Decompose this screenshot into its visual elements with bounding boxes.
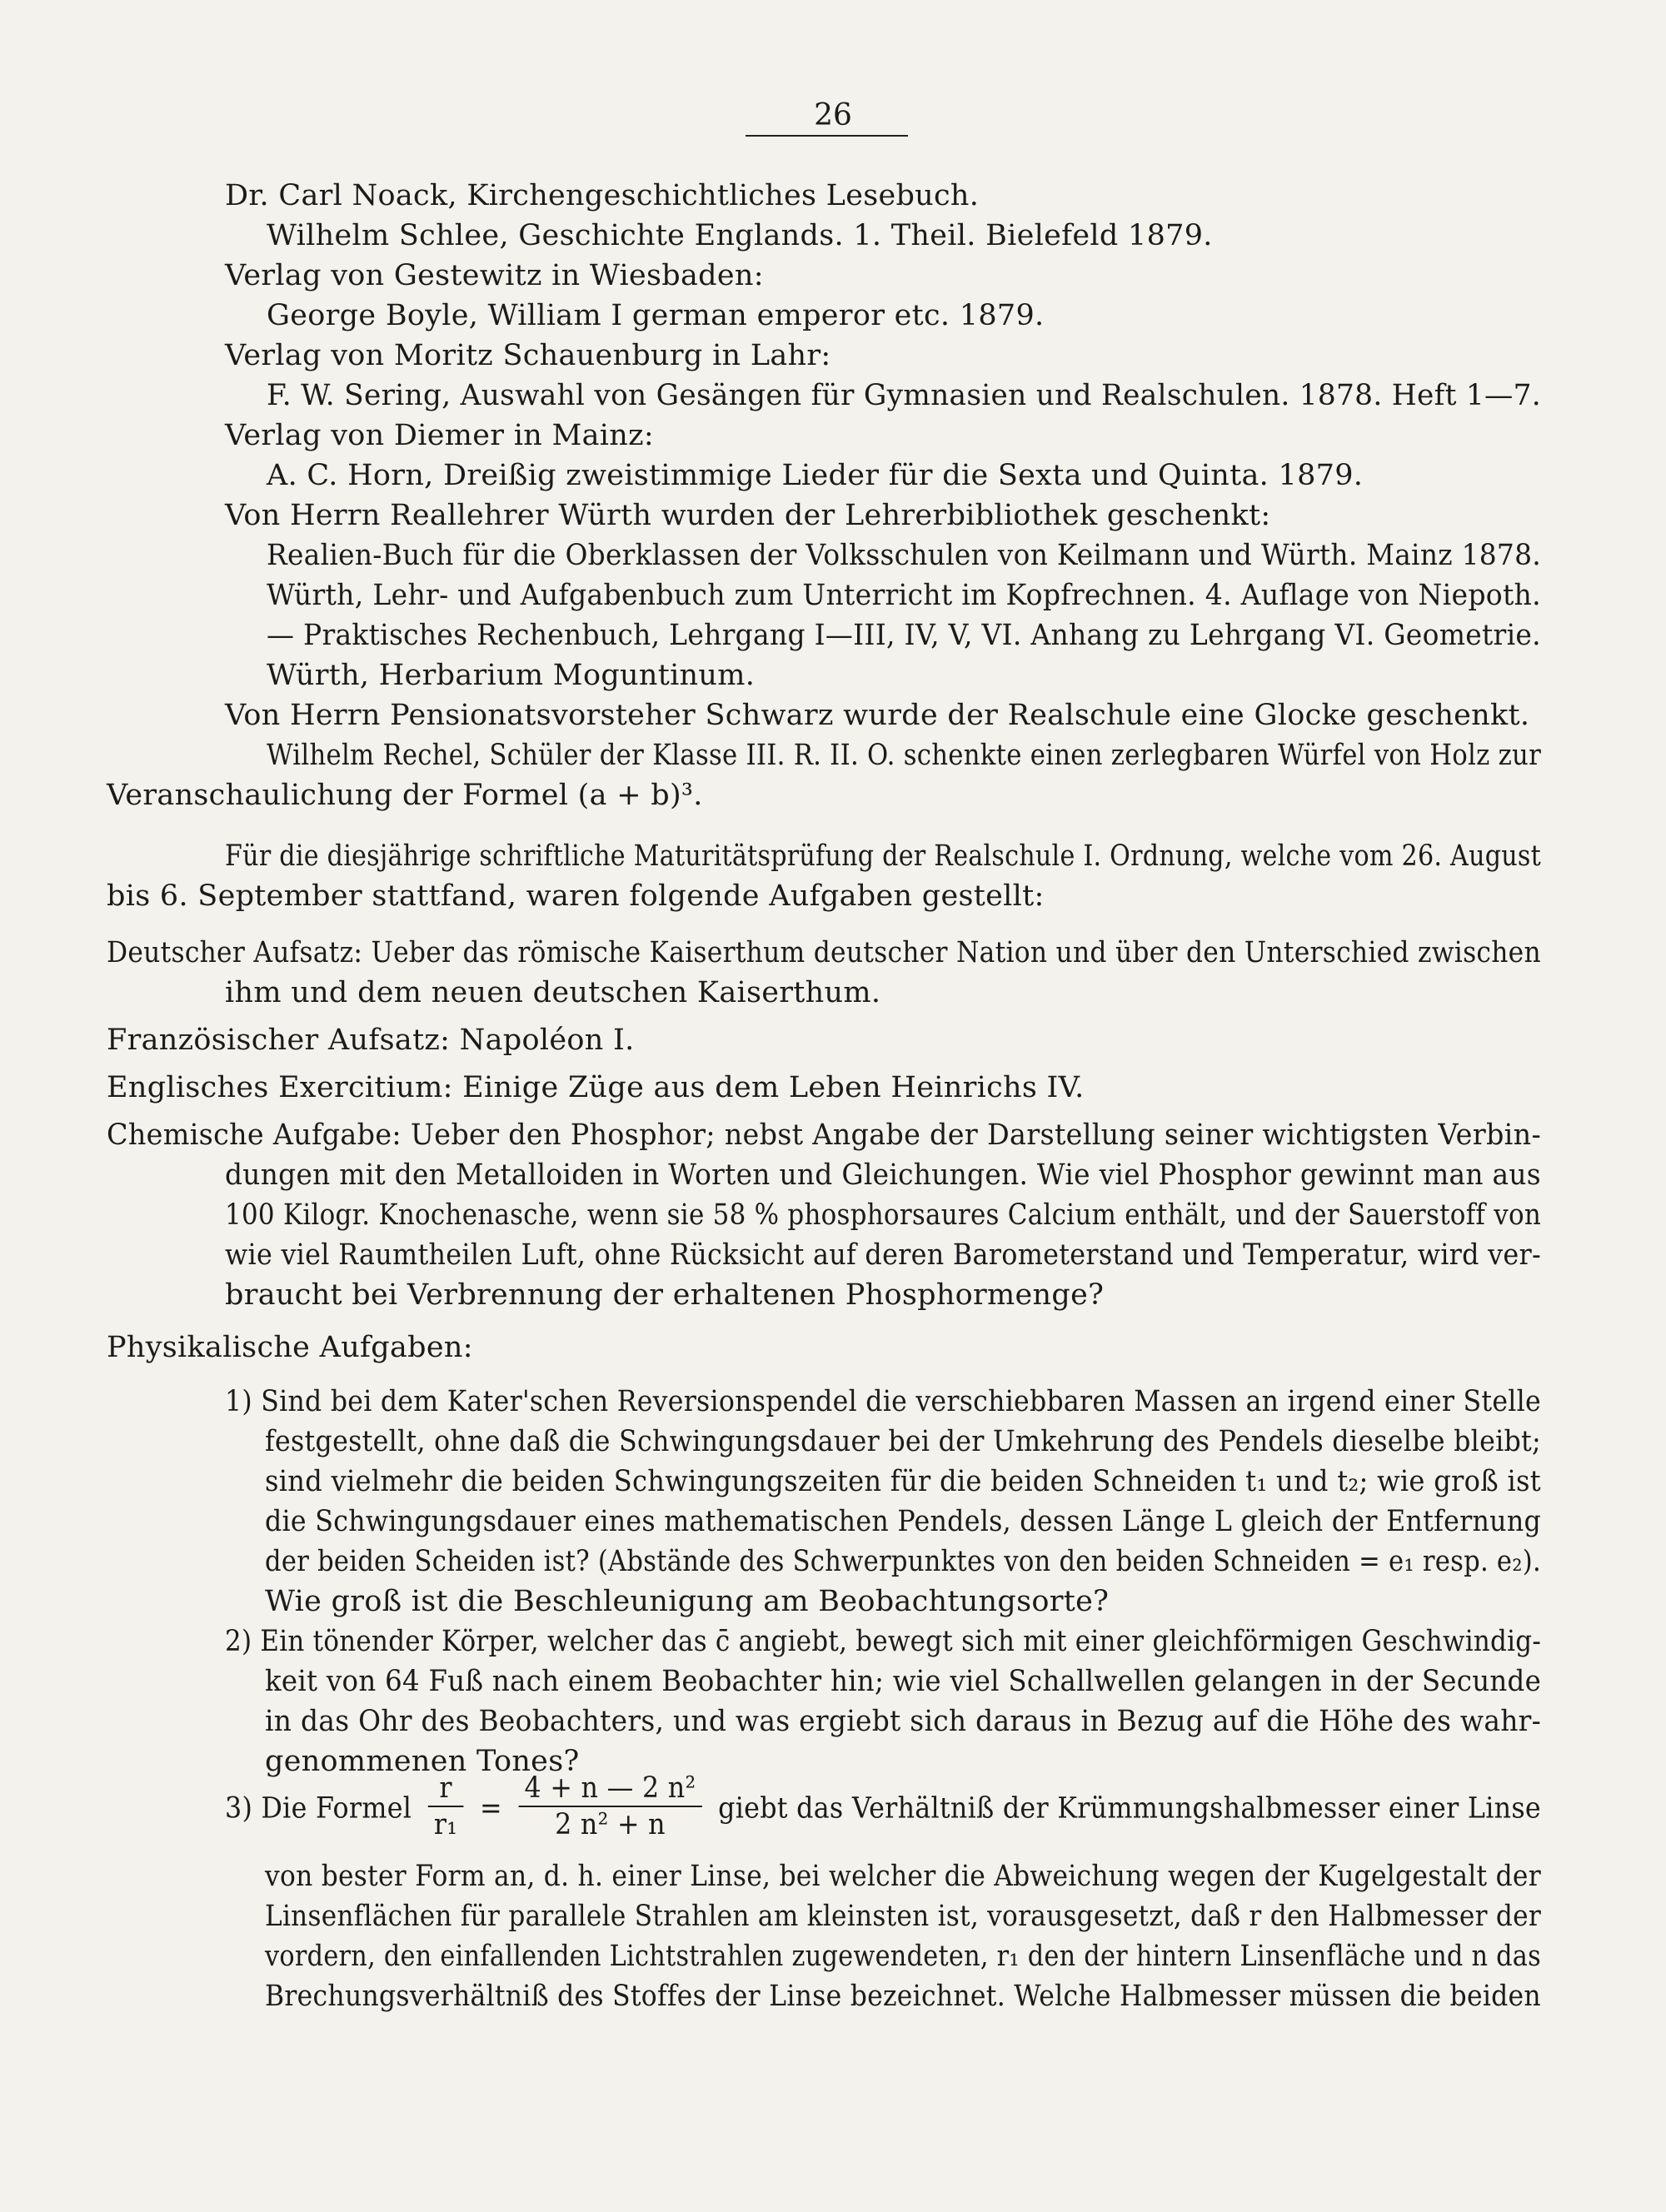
text-line: Verlag von Diemer in Mainz: [225,419,654,452]
formula-tail: giebt das Verhältniß der Krümmungshalbmesser einer Linse [718,1791,1541,1826]
text-line: Linsenflächen für parallele Strahlen am kleinsten ist, vorausgesetzt, daß r den Halbmesser der [265,1900,1542,1933]
text-line: von bester Form an, d. h. einer Linse, bei welcher die Abweichung wegen der Kugelgestalt der [265,1860,1541,1893]
text-line: Brechungsverhältniß des Stoffes der Linse bezeichnet. Welche Halbmesser müssen die beiden [265,1980,1541,2013]
text-line: Wilhelm Rechel, Schüler der Klasse III. R. II. O. schenkte einen zerlegbaren Würfel von Holz zur [267,739,1542,772]
text-line: bis 6. September stattfand, waren folgende Aufgaben gestellt: [107,879,1045,913]
text-line: festgestellt, ohne daß die Schwingungsdauer bei der Umkehrung des Pendels dieselbe bleibt; [265,1425,1542,1458]
header-rule [746,135,908,137]
text-line: dungen mit den Metalloiden in Worten und Gleichungen. Wie viel Phosphor gewinnt man aus [225,1158,1541,1192]
fraction-numerator: r [428,1771,464,1807]
fraction-r-over-r1 [428,1771,464,1842]
text-line: Wilhelm Schlee, Geschichte Englands. 1. Theil. Bielefeld 1879. [267,219,1213,252]
text-line: in das Ohr des Beobachters, und was ergiebt sich daraus in Bezug auf die Höhe des wahr- [265,1705,1542,1738]
text-line: Deutscher Aufsatz: Ueber das römische Kaiserthum deutscher Nation und über den Unterschied zwischen [107,936,1541,969]
text-line: George Boyle, William I german emperor etc. 1879. [267,299,1045,332]
text-line: wie viel Raumtheilen Luft, ohne Rücksicht auf deren Barometerstand und Temperatur, wird ver- [225,1238,1542,1272]
text-line: Dr. Carl Noack, Kirchengeschichtliches Lesebuch. [225,179,980,212]
text-line: Wie groß ist die Beschleunigung am Beobachtungsorte? [265,1585,1110,1618]
text-line: ihm und dem neuen deutschen Kaiserthum. [225,976,881,1009]
text-line: A. C. Horn, Dreißig zweistimmige Lieder für die Sexta und Quinta. 1879. [267,459,1364,492]
fraction-denominator: 2 n² + n [555,1808,666,1841]
text-line: keit von 64 Fuß nach einem Beobachter hin; wie viel Schallwellen gelangen in der Secunde [265,1665,1542,1698]
text-line: braucht bei Verbrennung der erhaltenen Phosphormenge? [225,1278,1105,1312]
text-line: Von Herrn Pensionatsvorsteher Schwarz wurde der Realschule eine Glocke geschenkt. [225,699,1530,732]
formula-line [225,1771,1541,1846]
fraction-denominator: r₁ [433,1808,458,1841]
text-line: die Schwingungsdauer eines mathematischen Pendels, dessen Länge L gleich der Entfernung [265,1505,1542,1538]
fraction-numerator: 4 + n — 2 n² [518,1771,701,1807]
text-line: F. W. Sering, Auswahl von Gesängen für Gymnasien und Realschulen. 1878. Heft 1—7. [267,379,1541,412]
page-number: 26 [814,98,852,132]
text-line: Physikalische Aufgaben: [107,1331,473,1364]
text-line: sind vielmehr die beiden Schwingungszeiten für die beiden Schneiden t₁ und t₂; wie groß ist [265,1465,1541,1498]
text-line: — Praktisches Rechenbuch, Lehrgang I—III, IV, V, VI. Anhang zu Lehrgang VI. Geometrie. [267,619,1541,652]
text-line: Würth, Herbarium Moguntinum. [267,659,756,692]
text-line: Für die diesjährige schriftliche Maturitätsprüfung der Realschule I. Ordnung, welche vom 26. August [225,839,1542,873]
text-line: vordern, den einfallenden Lichtstrahlen zugewendeten, r₁ den der hintern Linsenfläche und n das [265,1940,1541,1973]
text-line: Würth, Lehr- und Aufgabenbuch zum Unterricht im Kopfrechnen. 4. Auflage von Niepoth. [267,579,1541,612]
text-line: Französischer Aufsatz: Napoléon I. [107,1024,635,1057]
text-line: 2) Ein tönender Körper, welcher das c̄ angiebt, bewegt sich mit einer gleichförmigen Geschwindig- [225,1625,1542,1658]
text-line: Realien-Buch für die Oberklassen der Volksschulen von Keilmann und Würth. Mainz 1878. [267,539,1542,572]
text-line: 100 Kilogr. Knochenasche, wenn sie 58 % phosphorsaures Calcium enthält, und der Sauerstoff von [225,1198,1542,1232]
equals-sign: = [479,1791,502,1826]
text-line: 1) Sind bei dem Kater'schen Reversionspendel die verschiebbaren Massen an irgend einer Stelle [225,1385,1541,1418]
text-line: genommenen Tones? [265,1745,580,1778]
text-line: der beiden Scheiden ist? (Abstände des Schwerpunktes von den beiden Schneiden = e₁ resp. e₂). [265,1545,1541,1578]
formula-label: 3) Die Formel [225,1791,412,1826]
text-line: Veranschaulichung der Formel (a + b)³. [107,779,703,812]
text-line: Von Herrn Reallehrer Würth wurden der Lehrerbibliothek geschenkt: [225,499,1271,532]
text-line: Verlag von Moritz Schauenburg in Lahr: [225,339,831,372]
text-line: Verlag von Gestewitz in Wiesbaden: [225,259,764,292]
text-line: Chemische Aufgabe: Ueber den Phosphor; nebst Angabe der Darstellung seiner wichtigsten Verbin- [107,1118,1542,1152]
text-line: Englisches Exercitium: Einige Züge aus dem Leben Heinrichs IV. [107,1071,1085,1104]
fraction-expression [518,1771,701,1842]
